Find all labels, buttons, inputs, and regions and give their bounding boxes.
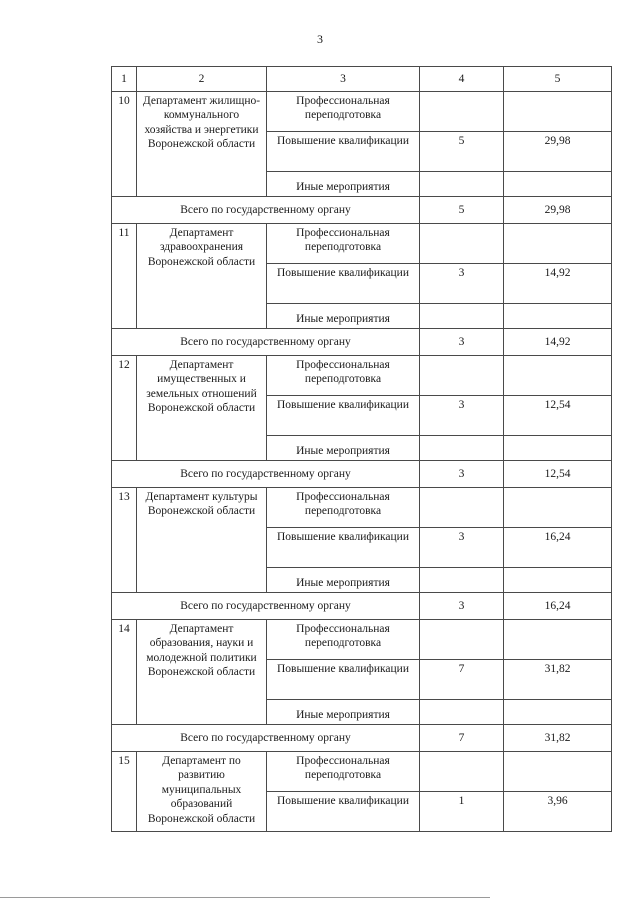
value-cell	[420, 568, 504, 593]
activity-other: Иные мероприятия	[267, 568, 420, 593]
total-row	[112, 461, 612, 488]
value-cell	[504, 92, 612, 132]
qualification-count: 3	[420, 528, 504, 568]
department-name: Департамент имущественных и земельных отношений Воронежской области	[137, 356, 267, 461]
qualification-count: 3	[420, 264, 504, 304]
activity-retraining: Профессиональная переподготовка	[267, 620, 420, 660]
table-row	[112, 752, 612, 792]
page-number: 3	[317, 32, 323, 46]
qualification-sum: 31,82	[504, 660, 612, 700]
qualification-count: 1	[420, 792, 504, 832]
total-label: Всего по государственному органу	[112, 197, 420, 224]
activity-retraining: Профессиональная переподготовка	[267, 752, 420, 792]
total-sum: 12,54	[504, 461, 612, 488]
qualification-sum: 14,92	[504, 264, 612, 304]
department-name: Департамент здравоохранения Воронежской области	[137, 224, 267, 329]
table-row	[112, 356, 612, 396]
value-cell	[504, 356, 612, 396]
value-cell	[420, 224, 504, 264]
total-sum: 16,24	[504, 593, 612, 620]
total-count: 3	[420, 461, 504, 488]
value-cell	[504, 700, 612, 725]
total-label: Всего по государственному органу	[112, 329, 420, 356]
page-bottom-rule	[0, 897, 490, 898]
header-cell: 4	[420, 67, 504, 92]
table-header-row	[112, 67, 612, 92]
value-cell	[504, 172, 612, 197]
value-cell	[420, 356, 504, 396]
activity-other: Иные мероприятия	[267, 172, 420, 197]
value-cell	[420, 92, 504, 132]
department-name: Департамент по развитию муниципальных образований Воронежской области	[137, 752, 267, 832]
activity-qualification: Повышение квалификации	[267, 396, 420, 436]
qualification-sum: 3,96	[504, 792, 612, 832]
value-cell	[420, 700, 504, 725]
total-sum: 29,98	[504, 197, 612, 224]
total-label: Всего по государственному органу	[112, 593, 420, 620]
total-label: Всего по государственному органу	[112, 461, 420, 488]
total-count: 3	[420, 329, 504, 356]
row-number: 12	[112, 356, 137, 461]
qualification-count: 7	[420, 660, 504, 700]
total-row	[112, 593, 612, 620]
activity-qualification: Повышение квалификации	[267, 132, 420, 172]
total-row	[112, 197, 612, 224]
table-row	[112, 92, 612, 132]
activity-other: Иные мероприятия	[267, 700, 420, 725]
value-cell	[504, 568, 612, 593]
value-cell	[504, 752, 612, 792]
activity-qualification: Повышение квалификации	[267, 792, 420, 832]
table-row	[112, 488, 612, 528]
activity-other: Иные мероприятия	[267, 304, 420, 329]
value-cell	[420, 752, 504, 792]
header-cell: 2	[137, 67, 267, 92]
total-label: Всего по государственному органу	[112, 725, 420, 752]
qualification-sum: 29,98	[504, 132, 612, 172]
total-row	[112, 725, 612, 752]
value-cell	[504, 304, 612, 329]
value-cell	[420, 436, 504, 461]
activity-retraining: Профессиональная переподготовка	[267, 92, 420, 132]
value-cell	[504, 224, 612, 264]
activity-qualification: Повышение квалификации	[267, 528, 420, 568]
qualification-count: 5	[420, 132, 504, 172]
value-cell	[420, 620, 504, 660]
value-cell	[420, 488, 504, 528]
value-cell	[504, 488, 612, 528]
table-row	[112, 224, 612, 264]
activity-retraining: Профессиональная переподготовка	[267, 224, 420, 264]
total-row	[112, 329, 612, 356]
row-number: 13	[112, 488, 137, 593]
activity-retraining: Профессиональная переподготовка	[267, 356, 420, 396]
total-sum: 31,82	[504, 725, 612, 752]
total-count: 3	[420, 593, 504, 620]
value-cell	[504, 436, 612, 461]
department-name: Департамент жилищно-коммунального хозяйства и энергетики Воронежской области	[137, 92, 267, 197]
qualification-count: 3	[420, 396, 504, 436]
total-count: 5	[420, 197, 504, 224]
qualification-sum: 12,54	[504, 396, 612, 436]
value-cell	[420, 304, 504, 329]
table-row	[112, 620, 612, 660]
row-number: 11	[112, 224, 137, 329]
budget-table	[111, 66, 612, 832]
activity-qualification: Повышение квалификации	[267, 264, 420, 304]
value-cell	[420, 172, 504, 197]
department-name: Департамент культуры Воронежской области	[137, 488, 267, 593]
header-cell: 5	[504, 67, 612, 92]
row-number: 10	[112, 92, 137, 197]
row-number: 15	[112, 752, 137, 832]
header-cell: 1	[112, 67, 137, 92]
activity-qualification: Повышение квалификации	[267, 660, 420, 700]
value-cell	[504, 620, 612, 660]
activity-retraining: Профессиональная переподготовка	[267, 488, 420, 528]
activity-other: Иные мероприятия	[267, 436, 420, 461]
qualification-sum: 16,24	[504, 528, 612, 568]
department-name: Департамент образования, науки и молодежной политики Воронежской области	[137, 620, 267, 725]
total-sum: 14,92	[504, 329, 612, 356]
total-count: 7	[420, 725, 504, 752]
header-cell: 3	[267, 67, 420, 92]
row-number: 14	[112, 620, 137, 725]
